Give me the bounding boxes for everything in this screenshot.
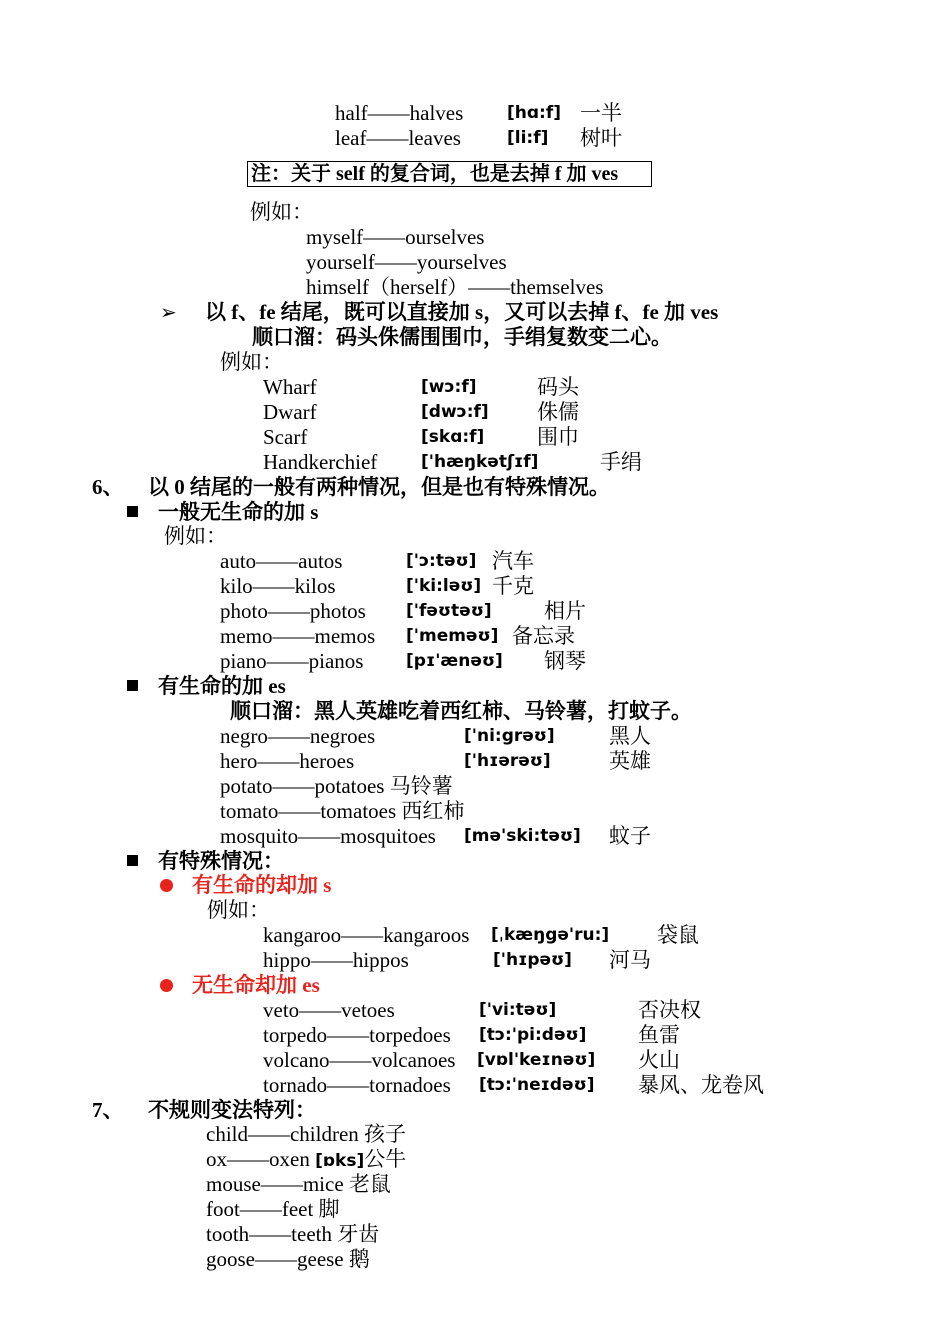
- word-pair: torpedo——torpedoes: [263, 1023, 451, 1047]
- phonetic: [mə'ski:təʊ]: [464, 826, 581, 846]
- phonetic: [hɑ:f]: [507, 103, 562, 123]
- irregular-item: mouse——mice 老鼠: [206, 1172, 391, 1196]
- phonetic: [vɒl'keɪnəʊ]: [477, 1050, 596, 1070]
- word: Wharf: [263, 375, 317, 399]
- square-bullet-icon: [127, 506, 138, 517]
- chinese-meaning: 蚊子: [609, 824, 651, 848]
- chinese-meaning: 相片: [544, 599, 586, 623]
- red-dot-bullet-icon: [160, 979, 173, 992]
- word-pair: potato——potatoes 马铃薯: [220, 774, 453, 798]
- word-pair: yourself——yourselves: [306, 250, 507, 274]
- rule-title: 以 f、fe 结尾，既可以直接加 s，又可以去掉 f、fe 加 ves: [205, 300, 719, 324]
- irregular-item: tooth——teeth 牙齿: [206, 1222, 380, 1246]
- phonetic: [skɑ:f]: [421, 427, 485, 447]
- phonetic: [li:f]: [507, 128, 549, 148]
- chinese-meaning: 钢琴: [544, 649, 586, 673]
- phonetic: ['hæŋkətʃɪf]: [421, 452, 539, 472]
- arrow-bullet-icon: ➢: [160, 300, 177, 324]
- phonetic: ['hɪpəʊ]: [493, 950, 572, 970]
- chinese-meaning: 河马: [609, 948, 651, 972]
- phonetic: [pɪ'ænəʊ]: [406, 651, 503, 671]
- example-label: 例如：: [207, 898, 270, 922]
- word-pair: mosquito——mosquitoes: [220, 824, 436, 848]
- mnemonic: 顺口溜：黑人英雄吃着西红柿、马铃薯，打蚊子。: [230, 699, 692, 723]
- phonetic: ['ki:ləʊ]: [406, 576, 482, 596]
- word-pair: half——halves: [335, 101, 464, 125]
- word-pair: volcano——volcanoes: [263, 1048, 456, 1072]
- phonetic: [dwɔ:f]: [421, 402, 489, 422]
- note-text: 注：关于 self 的复合词，也是去掉 f 加 ves: [251, 163, 619, 185]
- phonetic: ['fəʊtəʊ]: [406, 601, 492, 621]
- phonetic: [ɒks]: [315, 1151, 365, 1171]
- chinese-meaning: 侏儒: [537, 400, 579, 424]
- word: Dwarf: [263, 400, 317, 424]
- mnemonic: 顺口溜：码头侏儒围围巾，手绢复数变二心。: [252, 325, 672, 349]
- square-bullet-icon: [127, 680, 138, 691]
- chinese-meaning: 汽车: [492, 549, 534, 573]
- example-label: 例如：: [250, 200, 313, 224]
- chinese-meaning: 码头: [537, 375, 579, 399]
- section-number: 6、: [92, 475, 124, 499]
- example-label: 例如：: [164, 524, 227, 548]
- chinese-meaning: 暴风、龙卷风: [638, 1073, 764, 1097]
- chinese-meaning: 备忘录: [512, 624, 575, 648]
- word-pair: hero——heroes: [220, 749, 355, 773]
- chinese-meaning: 公牛: [364, 1147, 407, 1171]
- word-pair: negro——negroes: [220, 724, 376, 748]
- phonetic: ['vi:təʊ]: [479, 1000, 557, 1020]
- special-case-title: 有生命的却加 s: [192, 873, 332, 897]
- irregular-item: goose——geese 鹅: [206, 1247, 370, 1271]
- phonetic: [ˌkæŋgə'ru:]: [491, 925, 610, 945]
- chinese-meaning: 鱼雷: [638, 1023, 680, 1047]
- word-pair: hippo——hippos: [263, 948, 409, 972]
- word-pair: tornado——tornadoes: [263, 1073, 451, 1097]
- chinese-meaning: 一半: [580, 101, 622, 125]
- special-case-title: 无生命却加 es: [192, 973, 320, 997]
- note-box: [247, 161, 652, 187]
- phonetic: [tɔ:'pi:dəʊ]: [479, 1025, 587, 1045]
- chinese-meaning: 否决权: [638, 998, 701, 1022]
- section-title: 以 0 结尾的一般有两种情况，但是也有特殊情况。: [148, 475, 610, 499]
- word-pair: myself——ourselves: [306, 225, 485, 249]
- phonetic: ['hɪərəʊ]: [464, 751, 551, 771]
- irregular-item: [206, 1147, 406, 1174]
- word-pair: leaf——leaves: [335, 126, 461, 150]
- section-number: 7、: [92, 1098, 124, 1122]
- chinese-meaning: 手绢: [600, 450, 642, 474]
- phonetic: ['meməʊ]: [406, 626, 499, 646]
- word-pair: memo——memos: [220, 624, 376, 648]
- word-pair: auto——autos: [220, 549, 343, 573]
- word-pair: photo——photos: [220, 599, 366, 623]
- word: Handkerchief: [263, 450, 378, 474]
- phonetic: [wɔ:f]: [421, 377, 477, 397]
- chinese-meaning: 树叶: [580, 126, 622, 150]
- word-pair: piano——pianos: [220, 649, 364, 673]
- phonetic: ['ɔ:təʊ]: [406, 551, 477, 571]
- word-pair: tomato——tomatoes 西红柿: [220, 799, 465, 823]
- example-label: 例如：: [220, 350, 283, 374]
- irregular-word: ox——oxen: [206, 1147, 316, 1171]
- subsection-title: 有生命的加 es: [158, 674, 286, 698]
- chinese-meaning: 火山: [638, 1048, 680, 1072]
- chinese-meaning: 黑人: [609, 724, 651, 748]
- chinese-meaning: 围巾: [537, 425, 579, 449]
- word: Scarf: [263, 425, 308, 449]
- chinese-meaning: 袋鼠: [657, 923, 699, 947]
- square-bullet-icon: [127, 855, 138, 866]
- red-dot-bullet-icon: [160, 879, 173, 892]
- subsection-title: 有特殊情况：: [158, 849, 284, 873]
- word-pair: himself（herself）——themselves: [306, 275, 604, 299]
- section-title: 不规则变法特列：: [148, 1098, 316, 1122]
- phonetic: ['ni:grəʊ]: [464, 726, 555, 746]
- word-pair: veto——vetoes: [263, 998, 395, 1022]
- subsection-title: 一般无生命的加 s: [158, 500, 319, 524]
- word-pair: kangaroo——kangaroos: [263, 923, 470, 947]
- irregular-item: foot——feet 脚: [206, 1197, 340, 1221]
- word-pair: kilo——kilos: [220, 574, 336, 598]
- irregular-item: child——children 孩子: [206, 1122, 407, 1146]
- chinese-meaning: 千克: [492, 574, 534, 598]
- phonetic: [tɔ:'neɪdəʊ]: [479, 1075, 595, 1095]
- chinese-meaning: 英雄: [609, 749, 651, 773]
